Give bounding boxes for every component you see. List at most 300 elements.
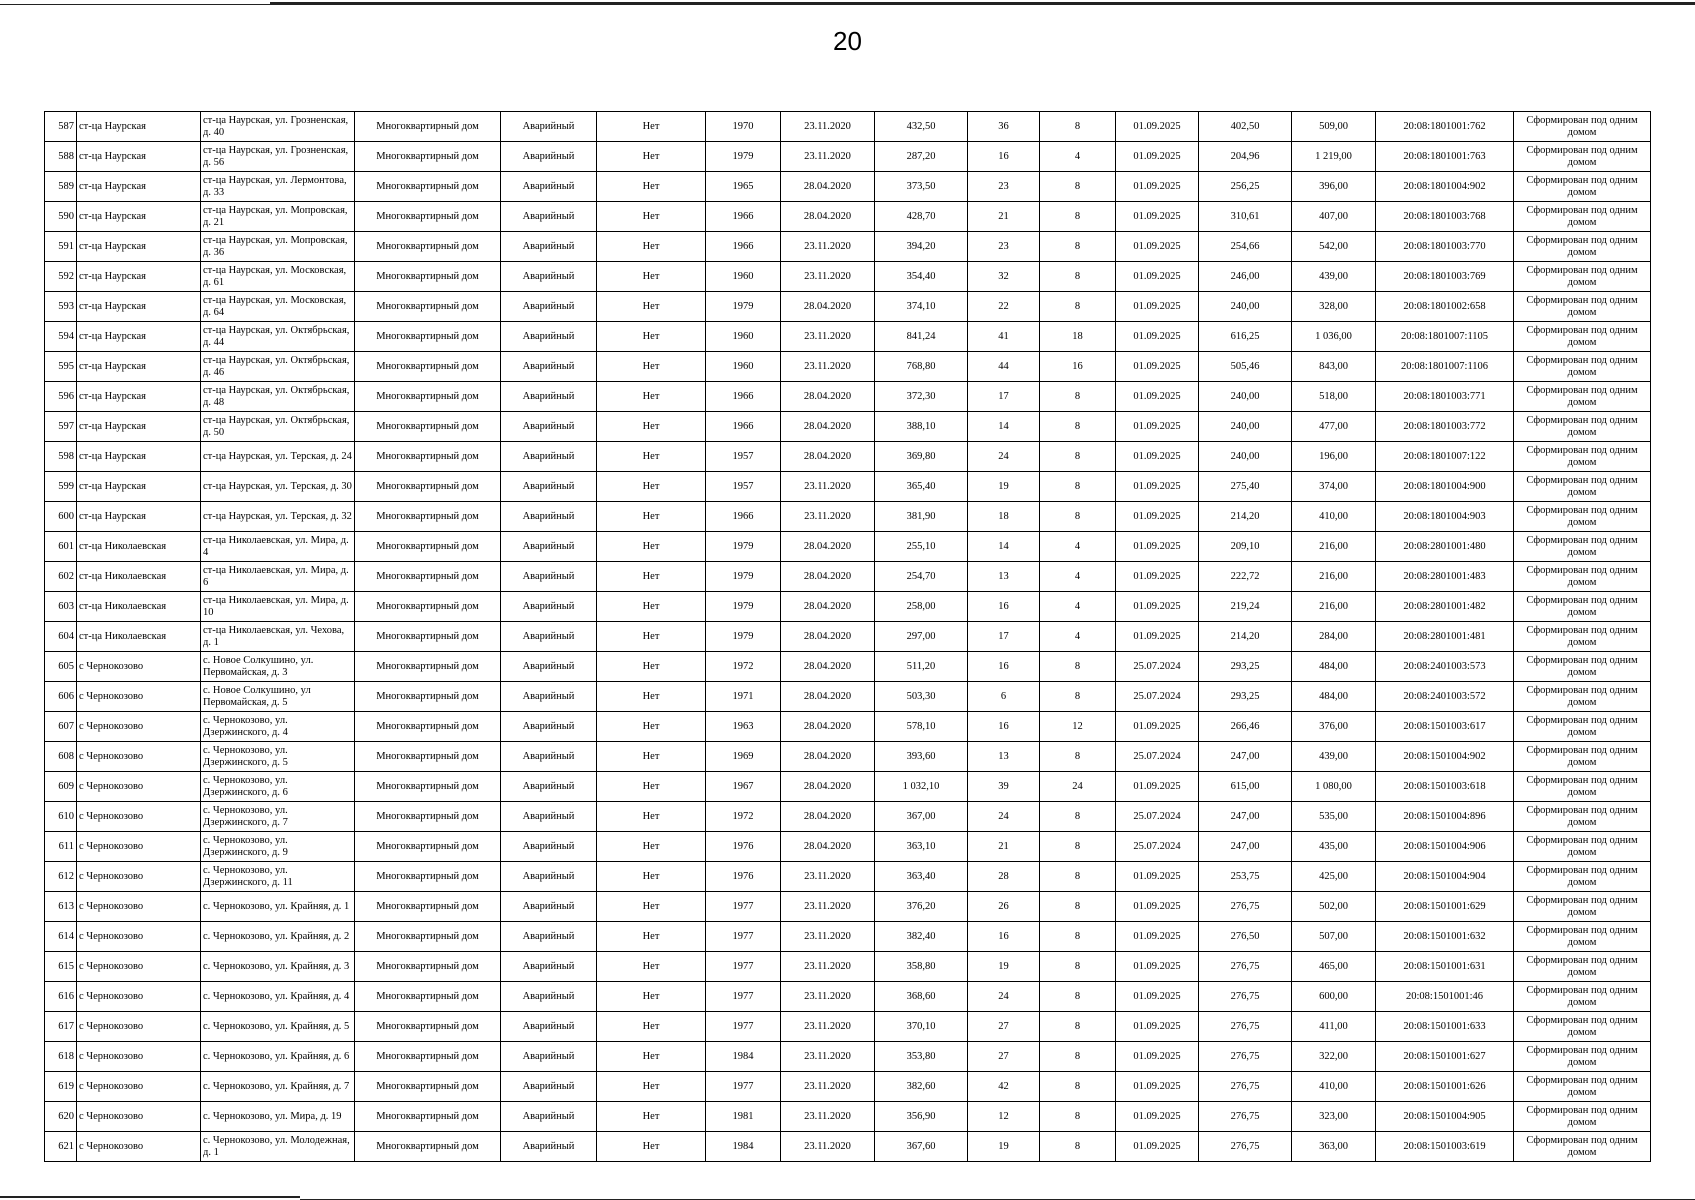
table-row <box>45 922 1651 952</box>
total-area-cell: 363,40 <box>875 862 968 892</box>
apartments-cell: 8 <box>1040 112 1116 142</box>
apartments-cell: 8 <box>1040 682 1116 712</box>
land-area-cell: 1 080,00 <box>1292 772 1376 802</box>
residents-cell: 23 <box>968 172 1040 202</box>
resettled-cell: Нет <box>597 832 706 862</box>
cadastral-number-cell: 20:08:1501004:906 <box>1376 832 1514 862</box>
cadastral-number-cell: 20:08:1801001:762 <box>1376 112 1514 142</box>
apartments-cell: 8 <box>1040 1042 1116 1072</box>
land-area-cell: 396,00 <box>1292 172 1376 202</box>
living-area-cell: 276,75 <box>1199 982 1292 1012</box>
residents-cell: 14 <box>968 412 1040 442</box>
cadastral-number-cell: 20:08:1501003:619 <box>1376 1132 1514 1162</box>
land-status-cell: Сформирован под одним домом <box>1514 232 1651 262</box>
living-area-cell: 293,25 <box>1199 652 1292 682</box>
address-cell: с. Чернокозово, ул. Крайняя, д. 5 <box>201 1012 355 1042</box>
table-row <box>45 262 1651 292</box>
year-built-cell: 1977 <box>706 952 781 982</box>
settlement-cell: с Чернокозово <box>77 1132 201 1162</box>
land-area-cell: 1 219,00 <box>1292 142 1376 172</box>
settlement-cell: ст-ца Николаевская <box>77 622 201 652</box>
recognition-date-cell: 23.11.2020 <box>781 982 875 1012</box>
condition-cell: Аварийный <box>501 262 597 292</box>
row-number-cell: 607 <box>45 712 77 742</box>
resettled-cell: Нет <box>597 622 706 652</box>
cadastral-number-cell: 20:08:1801003:768 <box>1376 202 1514 232</box>
house-type-cell: Многоквартирный дом <box>355 652 501 682</box>
year-built-cell: 1966 <box>706 202 781 232</box>
planned-date-cell: 01.09.2025 <box>1116 952 1199 982</box>
house-type-cell: Многоквартирный дом <box>355 1042 501 1072</box>
address-cell: ст-ца Наурская, ул. Терская, д. 30 <box>201 472 355 502</box>
recognition-date-cell: 23.11.2020 <box>781 472 875 502</box>
living-area-cell: 402,50 <box>1199 112 1292 142</box>
table-row <box>45 742 1651 772</box>
house-type-cell: Многоквартирный дом <box>355 802 501 832</box>
condition-cell: Аварийный <box>501 172 597 202</box>
land-area-cell: 322,00 <box>1292 1042 1376 1072</box>
settlement-cell: с Чернокозово <box>77 682 201 712</box>
row-number-cell: 589 <box>45 172 77 202</box>
condition-cell: Аварийный <box>501 892 597 922</box>
year-built-cell: 1969 <box>706 742 781 772</box>
residents-cell: 12 <box>968 1102 1040 1132</box>
recognition-date-cell: 23.11.2020 <box>781 232 875 262</box>
land-status-cell: Сформирован под одним домом <box>1514 982 1651 1012</box>
planned-date-cell: 01.09.2025 <box>1116 382 1199 412</box>
address-cell: с. Чернокозово, ул. Дзержинского, д. 11 <box>201 862 355 892</box>
living-area-cell: 256,25 <box>1199 172 1292 202</box>
year-built-cell: 1957 <box>706 442 781 472</box>
residents-cell: 27 <box>968 1012 1040 1042</box>
row-number-cell: 618 <box>45 1042 77 1072</box>
cadastral-number-cell: 20:08:2801001:481 <box>1376 622 1514 652</box>
land-area-cell: 323,00 <box>1292 1102 1376 1132</box>
resettled-cell: Нет <box>597 172 706 202</box>
address-cell: с. Чернокозово, ул. Крайняя, д. 6 <box>201 1042 355 1072</box>
residents-cell: 14 <box>968 532 1040 562</box>
recognition-date-cell: 23.11.2020 <box>781 112 875 142</box>
cadastral-number-cell: 20:08:2401003:572 <box>1376 682 1514 712</box>
resettled-cell: Нет <box>597 862 706 892</box>
table-body <box>45 112 1651 1162</box>
condition-cell: Аварийный <box>501 982 597 1012</box>
resettled-cell: Нет <box>597 1042 706 1072</box>
planned-date-cell: 01.09.2025 <box>1116 862 1199 892</box>
apartments-cell: 4 <box>1040 592 1116 622</box>
land-status-cell: Сформирован под одним домом <box>1514 322 1651 352</box>
table-row <box>45 772 1651 802</box>
table-row <box>45 202 1651 232</box>
settlement-cell: ст-ца Наурская <box>77 412 201 442</box>
total-area-cell: 356,90 <box>875 1102 968 1132</box>
total-area-cell: 428,70 <box>875 202 968 232</box>
residents-cell: 16 <box>968 142 1040 172</box>
living-area-cell: 214,20 <box>1199 502 1292 532</box>
planned-date-cell: 01.09.2025 <box>1116 1132 1199 1162</box>
resettled-cell: Нет <box>597 292 706 322</box>
table-row <box>45 412 1651 442</box>
house-type-cell: Многоквартирный дом <box>355 202 501 232</box>
condition-cell: Аварийный <box>501 412 597 442</box>
row-number-cell: 616 <box>45 982 77 1012</box>
house-type-cell: Многоквартирный дом <box>355 742 501 772</box>
land-status-cell: Сформирован под одним домом <box>1514 952 1651 982</box>
recognition-date-cell: 28.04.2020 <box>781 412 875 442</box>
planned-date-cell: 25.07.2024 <box>1116 832 1199 862</box>
land-status-cell: Сформирован под одним домом <box>1514 142 1651 172</box>
house-type-cell: Многоквартирный дом <box>355 232 501 262</box>
living-area-cell: 293,25 <box>1199 682 1292 712</box>
address-cell: с. Чернокозово, ул. Дзержинского, д. 5 <box>201 742 355 772</box>
bottom-edge-rule <box>0 1196 300 1198</box>
settlement-cell: ст-ца Наурская <box>77 142 201 172</box>
recognition-date-cell: 28.04.2020 <box>781 532 875 562</box>
land-status-cell: Сформирован под одним домом <box>1514 892 1651 922</box>
land-area-cell: 535,00 <box>1292 802 1376 832</box>
condition-cell: Аварийный <box>501 1042 597 1072</box>
condition-cell: Аварийный <box>501 1012 597 1042</box>
settlement-cell: ст-ца Наурская <box>77 232 201 262</box>
living-area-cell: 240,00 <box>1199 412 1292 442</box>
settlement-cell: ст-ца Наурская <box>77 382 201 412</box>
apartments-cell: 4 <box>1040 562 1116 592</box>
land-status-cell: Сформирован под одним домом <box>1514 442 1651 472</box>
table-row <box>45 622 1651 652</box>
total-area-cell: 382,60 <box>875 1072 968 1102</box>
cadastral-number-cell: 20:08:2801001:483 <box>1376 562 1514 592</box>
land-status-cell: Сформирован под одним домом <box>1514 382 1651 412</box>
cadastral-number-cell: 20:08:1501004:902 <box>1376 742 1514 772</box>
residents-cell: 6 <box>968 682 1040 712</box>
year-built-cell: 1972 <box>706 802 781 832</box>
recognition-date-cell: 28.04.2020 <box>781 652 875 682</box>
land-area-cell: 216,00 <box>1292 532 1376 562</box>
apartments-cell: 8 <box>1040 892 1116 922</box>
row-number-cell: 621 <box>45 1132 77 1162</box>
recognition-date-cell: 23.11.2020 <box>781 502 875 532</box>
recognition-date-cell: 23.11.2020 <box>781 142 875 172</box>
row-number-cell: 606 <box>45 682 77 712</box>
residents-cell: 21 <box>968 202 1040 232</box>
table-row <box>45 352 1651 382</box>
land-area-cell: 425,00 <box>1292 862 1376 892</box>
resettled-cell: Нет <box>597 952 706 982</box>
cadastral-number-cell: 20:08:1801003:770 <box>1376 232 1514 262</box>
cadastral-number-cell: 20:08:2801001:482 <box>1376 592 1514 622</box>
top-edge-rule <box>0 4 1695 5</box>
planned-date-cell: 01.09.2025 <box>1116 502 1199 532</box>
house-type-cell: Многоквартирный дом <box>355 1102 501 1132</box>
row-number-cell: 615 <box>45 952 77 982</box>
year-built-cell: 1977 <box>706 1072 781 1102</box>
address-cell: ст-ца Наурская, ул. Мопровская, д. 36 <box>201 232 355 262</box>
settlement-cell: с Чернокозово <box>77 772 201 802</box>
house-type-cell: Многоквартирный дом <box>355 532 501 562</box>
planned-date-cell: 25.07.2024 <box>1116 652 1199 682</box>
cadastral-number-cell: 20:08:1501001:626 <box>1376 1072 1514 1102</box>
settlement-cell: с Чернокозово <box>77 802 201 832</box>
total-area-cell: 354,40 <box>875 262 968 292</box>
land-status-cell: Сформирован под одним домом <box>1514 652 1651 682</box>
address-cell: с. Чернокозово, ул. Крайняя, д. 1 <box>201 892 355 922</box>
apartments-cell: 8 <box>1040 832 1116 862</box>
house-type-cell: Многоквартирный дом <box>355 832 501 862</box>
resettled-cell: Нет <box>597 472 706 502</box>
land-area-cell: 465,00 <box>1292 952 1376 982</box>
house-type-cell: Многоквартирный дом <box>355 112 501 142</box>
apartments-cell: 8 <box>1040 922 1116 952</box>
condition-cell: Аварийный <box>501 502 597 532</box>
condition-cell: Аварийный <box>501 322 597 352</box>
land-status-cell: Сформирован под одним домом <box>1514 862 1651 892</box>
resettled-cell: Нет <box>597 802 706 832</box>
apartments-cell: 8 <box>1040 1132 1116 1162</box>
recognition-date-cell: 23.11.2020 <box>781 1042 875 1072</box>
apartments-cell: 8 <box>1040 292 1116 322</box>
house-type-cell: Многоквартирный дом <box>355 502 501 532</box>
total-area-cell: 367,60 <box>875 1132 968 1162</box>
living-area-cell: 240,00 <box>1199 292 1292 322</box>
apartments-cell: 8 <box>1040 262 1116 292</box>
planned-date-cell: 01.09.2025 <box>1116 412 1199 442</box>
condition-cell: Аварийный <box>501 742 597 772</box>
residents-cell: 32 <box>968 262 1040 292</box>
resettled-cell: Нет <box>597 682 706 712</box>
house-type-cell: Многоквартирный дом <box>355 1132 501 1162</box>
planned-date-cell: 01.09.2025 <box>1116 1072 1199 1102</box>
settlement-cell: с Чернокозово <box>77 862 201 892</box>
year-built-cell: 1963 <box>706 712 781 742</box>
apartments-cell: 8 <box>1040 982 1116 1012</box>
apartments-cell: 4 <box>1040 532 1116 562</box>
land-status-cell: Сформирован под одним домом <box>1514 412 1651 442</box>
apartments-cell: 16 <box>1040 352 1116 382</box>
living-area-cell: 240,00 <box>1199 442 1292 472</box>
house-type-cell: Многоквартирный дом <box>355 292 501 322</box>
address-cell: с. Чернокозово, ул. Крайняя, д. 2 <box>201 922 355 952</box>
resettled-cell: Нет <box>597 112 706 142</box>
resettled-cell: Нет <box>597 742 706 772</box>
residents-cell: 17 <box>968 622 1040 652</box>
table-row <box>45 1102 1651 1132</box>
land-area-cell: 411,00 <box>1292 1012 1376 1042</box>
recognition-date-cell: 28.04.2020 <box>781 562 875 592</box>
planned-date-cell: 01.09.2025 <box>1116 892 1199 922</box>
address-cell: ст-ца Наурская, ул. Октябрьская, д. 48 <box>201 382 355 412</box>
settlement-cell: ст-ца Наурская <box>77 322 201 352</box>
land-area-cell: 484,00 <box>1292 652 1376 682</box>
land-status-cell: Сформирован под одним домом <box>1514 1132 1651 1162</box>
condition-cell: Аварийный <box>501 682 597 712</box>
condition-cell: Аварийный <box>501 592 597 622</box>
year-built-cell: 1966 <box>706 382 781 412</box>
recognition-date-cell: 23.11.2020 <box>781 1072 875 1102</box>
resettled-cell: Нет <box>597 1132 706 1162</box>
total-area-cell: 381,90 <box>875 502 968 532</box>
living-area-cell: 505,46 <box>1199 352 1292 382</box>
residents-cell: 16 <box>968 922 1040 952</box>
residents-cell: 26 <box>968 892 1040 922</box>
residents-cell: 17 <box>968 382 1040 412</box>
land-area-cell: 843,00 <box>1292 352 1376 382</box>
table-row <box>45 592 1651 622</box>
table-row <box>45 1042 1651 1072</box>
land-area-cell: 363,00 <box>1292 1132 1376 1162</box>
row-number-cell: 596 <box>45 382 77 412</box>
row-number-cell: 610 <box>45 802 77 832</box>
planned-date-cell: 01.09.2025 <box>1116 1042 1199 1072</box>
residents-cell: 21 <box>968 832 1040 862</box>
table-row <box>45 652 1651 682</box>
condition-cell: Аварийный <box>501 562 597 592</box>
cadastral-number-cell: 20:08:1801001:763 <box>1376 142 1514 172</box>
year-built-cell: 1970 <box>706 112 781 142</box>
top-edge-rule-thick <box>270 2 1695 4</box>
living-area-cell: 254,66 <box>1199 232 1292 262</box>
recognition-date-cell: 28.04.2020 <box>781 622 875 652</box>
house-type-cell: Многоквартирный дом <box>355 1072 501 1102</box>
settlement-cell: ст-ца Наурская <box>77 292 201 322</box>
house-type-cell: Многоквартирный дом <box>355 862 501 892</box>
planned-date-cell: 01.09.2025 <box>1116 142 1199 172</box>
condition-cell: Аварийный <box>501 772 597 802</box>
recognition-date-cell: 28.04.2020 <box>781 832 875 862</box>
land-area-cell: 410,00 <box>1292 502 1376 532</box>
land-status-cell: Сформирован под одним домом <box>1514 292 1651 322</box>
cadastral-number-cell: 20:08:1801003:769 <box>1376 262 1514 292</box>
land-area-cell: 600,00 <box>1292 982 1376 1012</box>
cadastral-number-cell: 20:08:1801003:771 <box>1376 382 1514 412</box>
table-row <box>45 982 1651 1012</box>
table-row <box>45 862 1651 892</box>
land-status-cell: Сформирован под одним домом <box>1514 922 1651 952</box>
row-number-cell: 603 <box>45 592 77 622</box>
row-number-cell: 598 <box>45 442 77 472</box>
cadastral-number-cell: 20:08:1801004:903 <box>1376 502 1514 532</box>
address-cell: с. Чернокозово, ул. Дзержинского, д. 6 <box>201 772 355 802</box>
address-cell: ст-ца Николаевская, ул. Чехова, д. 1 <box>201 622 355 652</box>
house-type-cell: Многоквартирный дом <box>355 892 501 922</box>
address-cell: ст-ца Наурская, ул. Грозненская, д. 56 <box>201 142 355 172</box>
cadastral-number-cell: 20:08:1501001:627 <box>1376 1042 1514 1072</box>
house-type-cell: Многоквартирный дом <box>355 562 501 592</box>
condition-cell: Аварийный <box>501 802 597 832</box>
year-built-cell: 1976 <box>706 832 781 862</box>
recognition-date-cell: 28.04.2020 <box>781 292 875 322</box>
table-row <box>45 382 1651 412</box>
row-number-cell: 609 <box>45 772 77 802</box>
house-type-cell: Многоквартирный дом <box>355 922 501 952</box>
recognition-date-cell: 23.11.2020 <box>781 922 875 952</box>
residents-cell: 24 <box>968 802 1040 832</box>
address-cell: с. Чернокозово, ул. Дзержинского, д. 9 <box>201 832 355 862</box>
land-area-cell: 328,00 <box>1292 292 1376 322</box>
table-row <box>45 532 1651 562</box>
condition-cell: Аварийный <box>501 1102 597 1132</box>
land-area-cell: 477,00 <box>1292 412 1376 442</box>
residents-cell: 24 <box>968 442 1040 472</box>
condition-cell: Аварийный <box>501 712 597 742</box>
house-type-cell: Многоквартирный дом <box>355 322 501 352</box>
year-built-cell: 1981 <box>706 1102 781 1132</box>
address-cell: с. Чернокозово, ул. Крайняя, д. 4 <box>201 982 355 1012</box>
residents-cell: 19 <box>968 1132 1040 1162</box>
residents-cell: 13 <box>968 742 1040 772</box>
address-cell: с. Чернокозово, ул. Крайняя, д. 3 <box>201 952 355 982</box>
cadastral-number-cell: 20:08:1501003:618 <box>1376 772 1514 802</box>
apartments-cell: 8 <box>1040 1012 1116 1042</box>
house-type-cell: Многоквартирный дом <box>355 382 501 412</box>
apartments-cell: 8 <box>1040 1102 1116 1132</box>
planned-date-cell: 01.09.2025 <box>1116 172 1199 202</box>
apartments-cell: 8 <box>1040 652 1116 682</box>
address-cell: ст-ца Наурская, ул. Московская, д. 61 <box>201 262 355 292</box>
recognition-date-cell: 28.04.2020 <box>781 742 875 772</box>
residents-cell: 23 <box>968 232 1040 262</box>
resettled-cell: Нет <box>597 232 706 262</box>
living-area-cell: 253,75 <box>1199 862 1292 892</box>
house-type-cell: Многоквартирный дом <box>355 262 501 292</box>
table-row <box>45 562 1651 592</box>
planned-date-cell: 01.09.2025 <box>1116 592 1199 622</box>
year-built-cell: 1977 <box>706 922 781 952</box>
condition-cell: Аварийный <box>501 352 597 382</box>
land-status-cell: Сформирован под одним домом <box>1514 682 1651 712</box>
row-number-cell: 612 <box>45 862 77 892</box>
living-area-cell: 616,25 <box>1199 322 1292 352</box>
year-built-cell: 1984 <box>706 1042 781 1072</box>
cadastral-number-cell: 20:08:1801004:900 <box>1376 472 1514 502</box>
recognition-date-cell: 28.04.2020 <box>781 172 875 202</box>
address-cell: ст-ца Наурская, ул. Мопровская, д. 21 <box>201 202 355 232</box>
cadastral-number-cell: 20:08:1801002:658 <box>1376 292 1514 322</box>
land-status-cell: Сформирован под одним домом <box>1514 1072 1651 1102</box>
land-area-cell: 216,00 <box>1292 562 1376 592</box>
residents-cell: 16 <box>968 652 1040 682</box>
planned-date-cell: 01.09.2025 <box>1116 232 1199 262</box>
apartments-cell: 12 <box>1040 712 1116 742</box>
resettled-cell: Нет <box>597 352 706 382</box>
house-type-cell: Многоквартирный дом <box>355 1012 501 1042</box>
resettled-cell: Нет <box>597 1102 706 1132</box>
resettled-cell: Нет <box>597 412 706 442</box>
living-area-cell: 219,24 <box>1199 592 1292 622</box>
recognition-date-cell: 28.04.2020 <box>781 592 875 622</box>
row-number-cell: 619 <box>45 1072 77 1102</box>
table-row <box>45 1012 1651 1042</box>
address-cell: ст-ца Наурская, ул. Грозненская, д. 40 <box>201 112 355 142</box>
recognition-date-cell: 23.11.2020 <box>781 862 875 892</box>
house-type-cell: Многоквартирный дом <box>355 472 501 502</box>
cadastral-number-cell: 20:08:2401003:573 <box>1376 652 1514 682</box>
land-status-cell: Сформирован под одним домом <box>1514 352 1651 382</box>
living-area-cell: 276,75 <box>1199 1042 1292 1072</box>
apartments-cell: 8 <box>1040 232 1116 262</box>
planned-date-cell: 01.09.2025 <box>1116 922 1199 952</box>
table-row <box>45 292 1651 322</box>
resettled-cell: Нет <box>597 262 706 292</box>
address-cell: с. Чернокозово, ул. Молодежная, д. 1 <box>201 1132 355 1162</box>
total-area-cell: 372,30 <box>875 382 968 412</box>
condition-cell: Аварийный <box>501 862 597 892</box>
year-built-cell: 1977 <box>706 892 781 922</box>
living-area-cell: 276,75 <box>1199 892 1292 922</box>
table-row <box>45 1072 1651 1102</box>
living-area-cell: 214,20 <box>1199 622 1292 652</box>
settlement-cell: ст-ца Наурская <box>77 502 201 532</box>
year-built-cell: 1972 <box>706 652 781 682</box>
